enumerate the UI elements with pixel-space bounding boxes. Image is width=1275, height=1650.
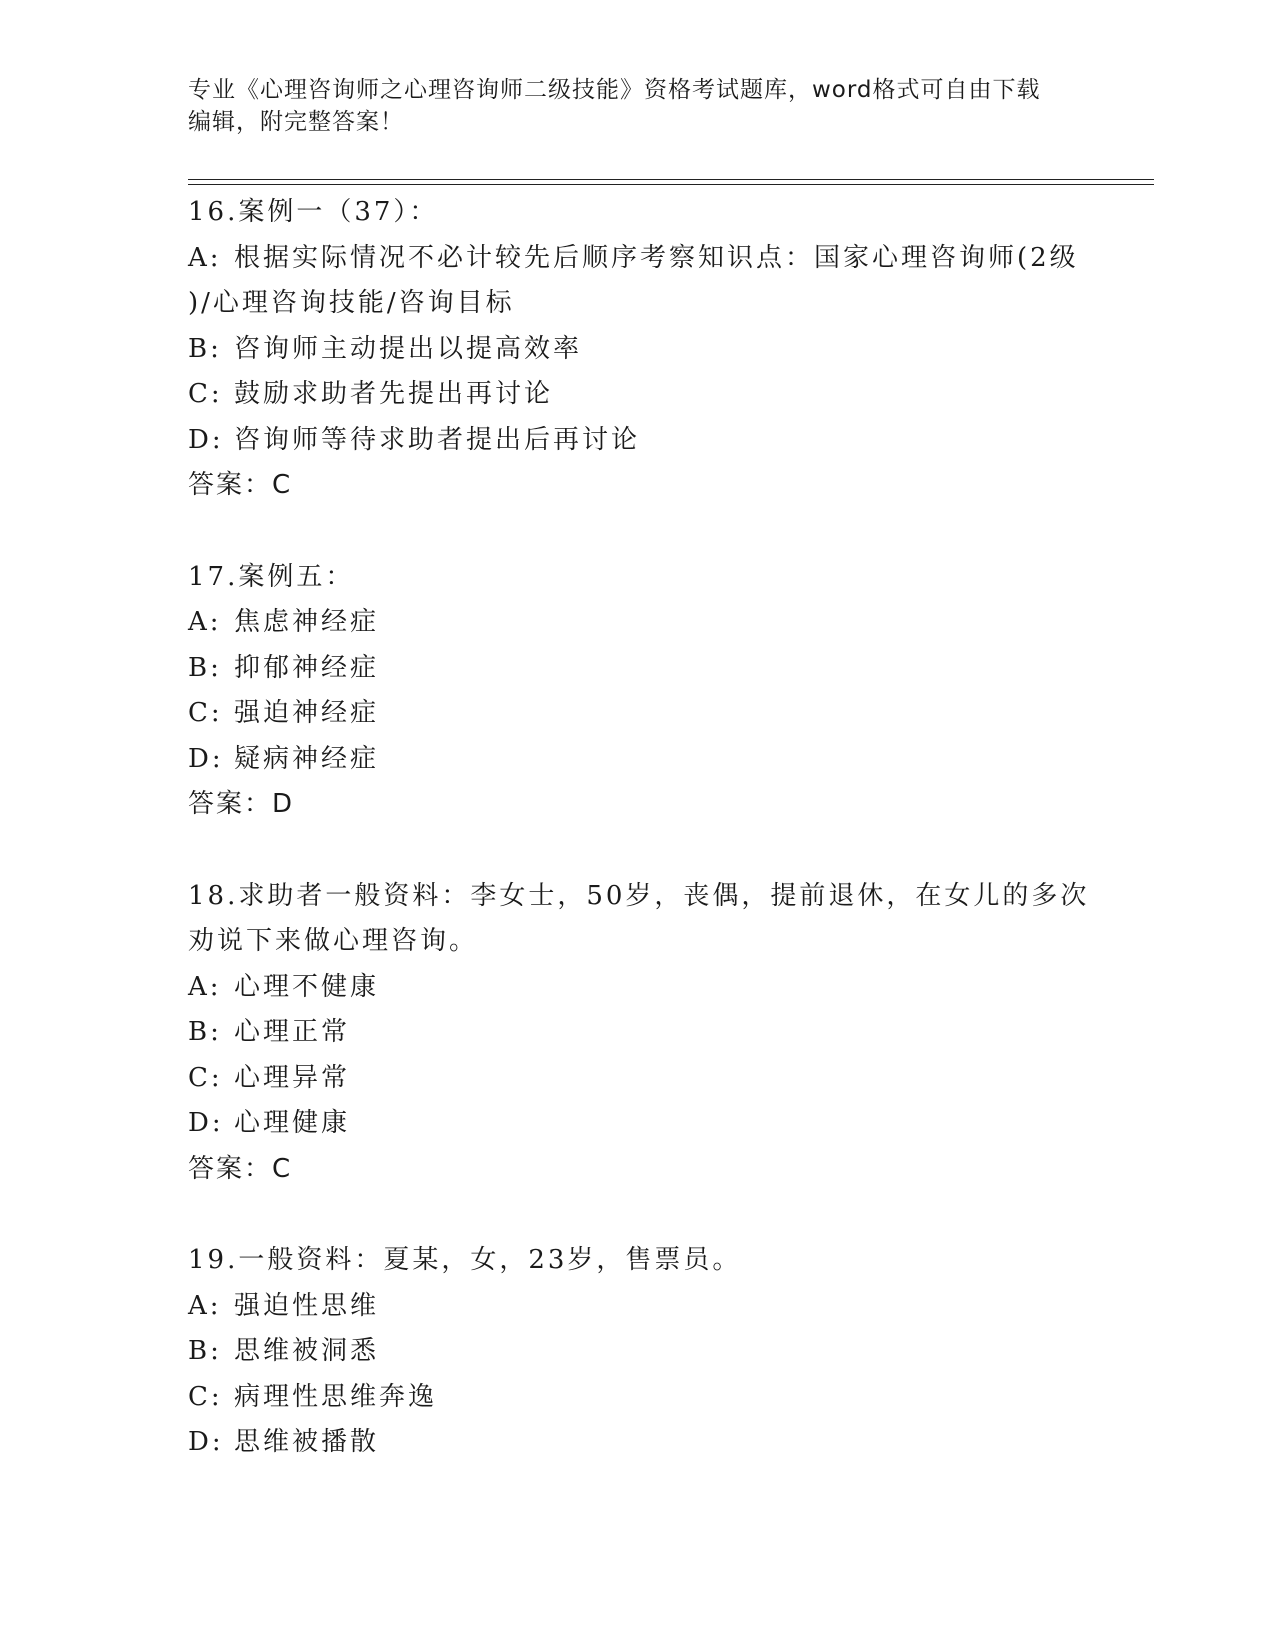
- option-text: 病理性思维奔逸: [234, 1381, 438, 1412]
- question-stem: 18.求助者一般资料：李女士，50岁，丧偶，提前退休，在女儿的多次: [188, 880, 1090, 911]
- option-letter: B:: [188, 652, 222, 683]
- question-stem: 16.案例一（37）：: [188, 197, 439, 227]
- option-text: 根据实际情况不必计较先后顺序考察知识点：国家心理咨询师(2级: [234, 242, 1079, 273]
- option-a: [188, 236, 1108, 282]
- option-a: [188, 600, 1108, 646]
- option-text: 思维被洞悉: [234, 1336, 380, 1366]
- question-16: [188, 190, 1108, 509]
- option-d: [188, 737, 1108, 783]
- header-divider-top: [188, 179, 1154, 180]
- option-text: 焦虑神经症: [234, 607, 380, 637]
- option-text: 疑病神经症: [234, 743, 380, 774]
- option-letter: A:: [188, 1290, 222, 1321]
- option-letter: D:: [188, 1108, 224, 1138]
- option-b: [188, 1329, 1108, 1375]
- option-letter: A:: [188, 971, 222, 1002]
- option-letter: B:: [188, 1017, 222, 1047]
- option-text: 强迫性思维: [234, 1290, 380, 1321]
- option-text: 鼓励求助者先提出再讨论: [234, 379, 554, 409]
- question-17: [188, 555, 1108, 828]
- option-letter: A:: [188, 607, 222, 637]
- option-text: 心理正常: [234, 1017, 351, 1047]
- option-letter: C:: [188, 698, 223, 728]
- header-divider-bottom: [188, 184, 1154, 185]
- option-text: 思维被播散: [234, 1427, 380, 1457]
- question-stem: 17.案例五：: [188, 561, 355, 592]
- option-text: 心理健康: [234, 1108, 351, 1138]
- option-letter: D:: [188, 1427, 224, 1457]
- option-d: [188, 1420, 1108, 1466]
- option-d: [188, 418, 1108, 464]
- option-text: 咨询师主动提出以提高效率: [234, 333, 583, 364]
- option-a: [188, 1284, 1108, 1330]
- option-b: [188, 646, 1108, 692]
- option-letter: B:: [188, 333, 222, 364]
- option-c: [188, 372, 1108, 418]
- option-b: [188, 1010, 1108, 1056]
- option-letter: C:: [188, 1062, 223, 1093]
- document-header: [188, 74, 1068, 138]
- option-letter: B:: [188, 1336, 222, 1366]
- question-stem: 19.一般资料：夏某，女，23岁，售票员。: [188, 1245, 742, 1275]
- option-text: 心理不健康: [234, 971, 380, 1002]
- header-line-1: 专业《心理咨询师之心理咨询师二级技能》资格考试题库，word格式可自由下载: [188, 77, 1041, 103]
- question-stem-continued: 劝说下来做心理咨询。: [188, 926, 479, 956]
- question-18: [188, 874, 1108, 1193]
- option-letter: C:: [188, 379, 223, 409]
- answer-line: 答案：C: [188, 470, 293, 500]
- option-text-continued: )/心理咨询技能/咨询目标: [188, 288, 515, 318]
- option-a: [188, 965, 1108, 1011]
- option-letter: A:: [188, 242, 222, 273]
- question-19: [188, 1238, 1108, 1466]
- option-b: [188, 327, 1108, 373]
- question-list: [188, 190, 1108, 1512]
- option-text: 抑郁神经症: [234, 652, 380, 683]
- option-c: [188, 1375, 1108, 1421]
- option-letter: D:: [188, 424, 224, 455]
- option-text: 咨询师等待求助者提出后再讨论: [234, 424, 641, 455]
- option-d: [188, 1101, 1108, 1147]
- option-text: 心理异常: [234, 1062, 351, 1093]
- option-letter: D:: [188, 743, 224, 774]
- option-c: [188, 691, 1108, 737]
- answer-line: 答案：C: [188, 1153, 293, 1184]
- option-text: 强迫神经症: [234, 698, 380, 728]
- answer-line: 答案：D: [188, 789, 295, 819]
- option-c: [188, 1056, 1108, 1102]
- header-line-2: 编辑，附完整答案！: [188, 109, 404, 135]
- option-letter: C:: [188, 1381, 223, 1412]
